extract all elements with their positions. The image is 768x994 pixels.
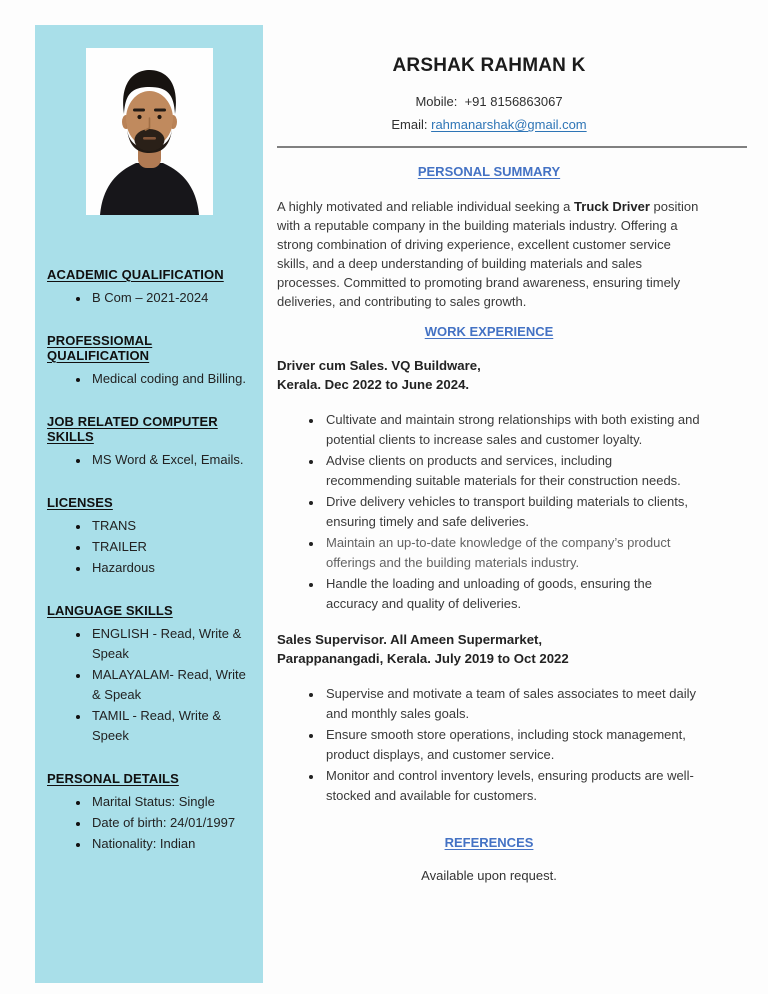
section-list [47, 288, 257, 308]
section-computer-skills [47, 414, 257, 470]
mobile-line [277, 90, 701, 113]
section-personal-details [47, 771, 257, 854]
main-column [277, 25, 747, 883]
contact-block [277, 90, 701, 136]
list-item: • B Com – 2021-2024 [90, 288, 257, 308]
list-item: • Nationality: Indian [90, 834, 257, 854]
job-title-line2: Kerala. Dec 2022 to June 2024. [277, 377, 470, 392]
list-item: • ENGLISH - Read, Write & Speak [90, 624, 257, 664]
section-list [47, 516, 257, 578]
summary-text-bold: Truck Driver [574, 199, 650, 214]
email-label: Email: [391, 117, 428, 132]
references-heading: REFERENCES [444, 835, 534, 850]
job-title [277, 630, 701, 668]
job-bullet: • Supervise and motivate a team of sales associates to meet daily and monthly sales goals. [323, 684, 701, 723]
job-bullet-list [277, 410, 701, 613]
section-heading: ACADEMIC QUALIFICATION [47, 267, 224, 282]
list-item: • MS Word & Excel, Emails. [90, 450, 257, 470]
summary-text-before: A highly motivated and reliable individual seeking a [277, 199, 575, 214]
section-list [47, 624, 257, 746]
profile-photo-illustration [86, 48, 213, 215]
main-inner [277, 55, 701, 136]
email-line [277, 113, 701, 136]
email-link[interactable]: rahmanarshak@gmail.com [431, 117, 587, 132]
section-heading: PROFESSIOMAL QUALIFICATION [47, 333, 153, 363]
job-bullet: • Advise clients on products and services, including recommending suitable materials for their construction needs. [323, 451, 701, 490]
job-bullet: • Ensure smooth store operations, including stock management, product displays, and customer service. [323, 725, 701, 764]
section-heading: LANGUAGE SKILLS [47, 603, 173, 618]
section-licenses [47, 495, 257, 578]
job-title-line1: Driver cum Sales. VQ Buildware, [277, 358, 481, 373]
summary-text-after: position with a reputable company in the building materials industry. Offering a strong combination of driving experience, excellent customer service skills, and a deep understanding of building materials and sales processes. Committed to promoting brand awareness, ensuring timely deliveries, and contributing to sales growth. [277, 199, 699, 309]
section-academic-qualification [47, 267, 257, 308]
section-heading: JOB RELATED COMPUTER SKILLS [47, 414, 218, 444]
section-language-skills [47, 603, 257, 746]
job-bullet-list [277, 684, 701, 805]
profile-photo [86, 48, 213, 215]
list-item: • Hazardous [90, 558, 257, 578]
list-item: • Marital Status: Single [90, 792, 257, 812]
divider-line [277, 146, 747, 148]
section-professional-qualification [47, 333, 257, 389]
job-bullet: • Maintain an up-to-date knowledge of the company’s product offerings and the building materials industry. [323, 533, 701, 572]
list-item: • TRAILER [90, 537, 257, 557]
list-item: • TRANS [90, 516, 257, 536]
section-list [47, 792, 257, 854]
section-heading: PERSONAL DETAILS [47, 771, 179, 786]
list-item: • MALAYALAM- Read, Write & Speak [90, 665, 257, 705]
references-text: Available upon request. [421, 868, 557, 883]
section-heading: LICENSES [47, 495, 113, 510]
main-body [277, 164, 701, 883]
section-list [47, 450, 257, 470]
mobile-value: +91 8156863067 [464, 94, 563, 109]
job-bullet: • Drive delivery vehicles to transport building materials to clients, ensuring timely and safe deliveries. [323, 492, 701, 531]
personal-summary-heading: PERSONAL SUMMARY [417, 164, 561, 179]
work-experience-heading: WORK EXPERIENCE [424, 324, 554, 339]
list-item: • Date of birth: 24/01/1997 [90, 813, 257, 833]
sidebar [35, 25, 263, 983]
job-bullet: • Cultivate and maintain strong relationships with both existing and potential clients to increase sales and customer loyalty. [323, 410, 701, 449]
job-title [277, 356, 701, 394]
job-title-line2: Parappanangadi, Kerala. July 2019 to Oct 2022 [277, 651, 569, 666]
section-list [47, 369, 257, 389]
candidate-name: ARSHAK RAHMAN K [392, 55, 586, 76]
list-item: • Medical coding and Billing. [90, 369, 257, 389]
list-item: • TAMIL - Read, Write & Speek [90, 706, 257, 746]
mobile-label: Mobile: [415, 94, 458, 109]
job-bullet: • Handle the loading and unloading of goods, ensuring the accuracy and quality of deliveries. [323, 574, 701, 613]
job-bullet: • Monitor and control inventory levels, ensuring products are well-stocked and available for customers. [323, 766, 701, 805]
personal-summary-text [277, 197, 701, 311]
job-title-line1: Sales Supervisor. All Ameen Supermarket, [277, 632, 543, 647]
sidebar-sections [47, 239, 257, 855]
